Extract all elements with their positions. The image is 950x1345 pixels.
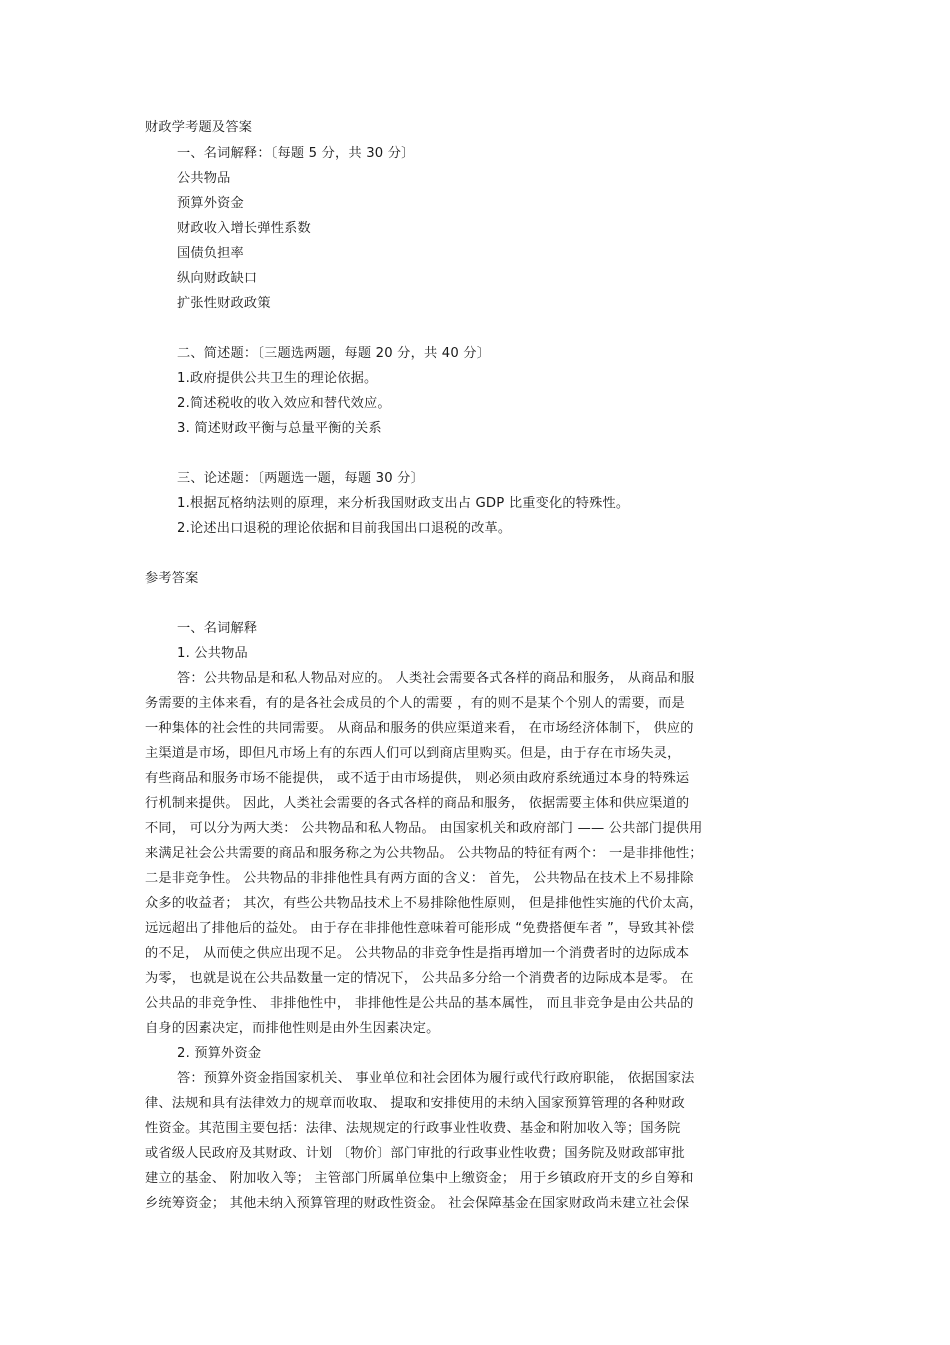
- answer1-line: 为零， 也就是说在公共品数量一定的情况下， 公共品多分给一个消费者的边际成本是零。 在: [145, 971, 694, 986]
- answer2-line: 律、法规和具有法律效力的规章而收取、 提取和安排使用的未纳入国家预算管理的各种财政: [145, 1096, 685, 1111]
- answer1-line: 远远超出了排他后的益处。 由于存在非排他性意味着可能形成 “免费搭便车者 ”，导致其补偿: [145, 921, 695, 936]
- answers-subheading: 一、名词解释: [177, 621, 258, 636]
- answer1-line: 主渠道是市场，即但凡市场上有的东西人们可以到商店里购买。但是，由于存在市场失灵，: [145, 746, 681, 761]
- answer2-line: 乡统筹资金； 其他未纳入预算管理的财政性资金。 社会保障基金在国家财政尚未建立社会保: [145, 1196, 690, 1211]
- answer1-line: 二是非竞争性。 公共物品的非排他性具有两方面的含义： 首先， 公共物品在技术上不易排除: [145, 871, 694, 886]
- section3-item: 1.根据瓦格纳法则的原理，来分析我国财政支出占 GDP 比重变化的特殊性。: [177, 496, 630, 511]
- section1-item: 扩张性财政政策: [177, 296, 271, 311]
- answer1-line: 有些商品和服务市场不能提供， 或不适于由市场提供， 则必须由政府系统通过本身的特殊运: [145, 771, 690, 786]
- answer1-line: 行机制来提供。 因此，人类社会需要的各式各样的商品和服务， 依据需要主体和供应渠道的: [145, 796, 690, 811]
- answer2-title: 2. 预算外资金: [177, 1046, 262, 1061]
- answer2-line: 性资金。其范围主要包括：法律、法规规定的行政事业性收费、基金和附加收入等；国务院: [145, 1121, 681, 1136]
- section1-item: 国债负担率: [177, 246, 244, 261]
- section1-heading: 一、名词解释：〔每题 5 分，共 30 分〕: [177, 146, 415, 161]
- section1-item: 财政收入增长弹性系数: [177, 221, 311, 236]
- answer1-line: 答：公共物品是和私人物品对应的。 人类社会需要各式各样的商品和服务， 从商品和服: [177, 671, 695, 686]
- section2-heading: 二、简述题：〔三题选两题，每题 20 分，共 40 分〕: [177, 346, 491, 361]
- answer1-line: 务需要的主体来看，有的是各社会成员的个人的需要 ，有的则不是某个个别人的需要，而是: [145, 696, 685, 711]
- answer1-title: 1. 公共物品: [177, 646, 248, 661]
- answer1-line: 的不足， 从而使之供应出现不足。 公共物品的非竞争性是指再增加一个消费者时的边际成本: [145, 946, 690, 961]
- answer1-line: 公共品的非竞争性、 非排他性中， 非排他性是公共品的基本属性， 而且非竞争是由公共品的: [145, 996, 694, 1011]
- answer2-line: 或省级人民政府及其财政、计划 〔物价〕部门审批的行政事业性收费；国务院及财政部审批: [145, 1146, 685, 1161]
- answer1-line: 来满足社会公共需要的商品和服务称之为公共物品。 公共物品的特征有两个： 一是非排他性；: [145, 846, 703, 861]
- section2-item: 1.政府提供公共卫生的理论依据。: [177, 371, 378, 386]
- answer2-line: 建立的基金、 附加收入等； 主管部门所属单位集中上缴资金； 用于乡镇政府开支的乡自筹和: [145, 1171, 694, 1186]
- answers-heading: 参考答案: [145, 571, 199, 586]
- section2-item: 2.简述税收的收入效应和替代效应。: [177, 396, 391, 411]
- document-title: 财政学考题及答案: [145, 120, 253, 135]
- answer1-line: 一种集体的社会性的共同需要。 从商品和服务的供应渠道来看， 在市场经济体制下， 供应的: [145, 721, 694, 736]
- section1-item: 预算外资金: [177, 196, 244, 211]
- section1-item: 公共物品: [177, 171, 231, 186]
- section3-heading: 三、论述题：〔两题选一题，每题 30 分〕: [177, 471, 424, 486]
- answer1-line: 不同， 可以分为两大类： 公共物品和私人物品。 由国家机关和政府部门 —— 公共部门提供用: [145, 821, 703, 836]
- answer1-line: 众多的收益者； 其次，有些公共物品技术上不易排除他性原则， 但是排他性实施的代价太高，: [145, 896, 703, 911]
- section3-item: 2.论述出口退税的理论依据和目前我国出口退税的改革。: [177, 521, 512, 536]
- answer2-line: 答：预算外资金指国家机关、 事业单位和社会团体为履行或代行政府职能， 依据国家法: [177, 1071, 695, 1086]
- answer1-line: 自身的因素决定，而排他性则是由外生因素决定。: [145, 1021, 440, 1036]
- section1-item: 纵向财政缺口: [177, 271, 258, 286]
- section2-item: 3. 简述财政平衡与总量平衡的关系: [177, 421, 382, 436]
